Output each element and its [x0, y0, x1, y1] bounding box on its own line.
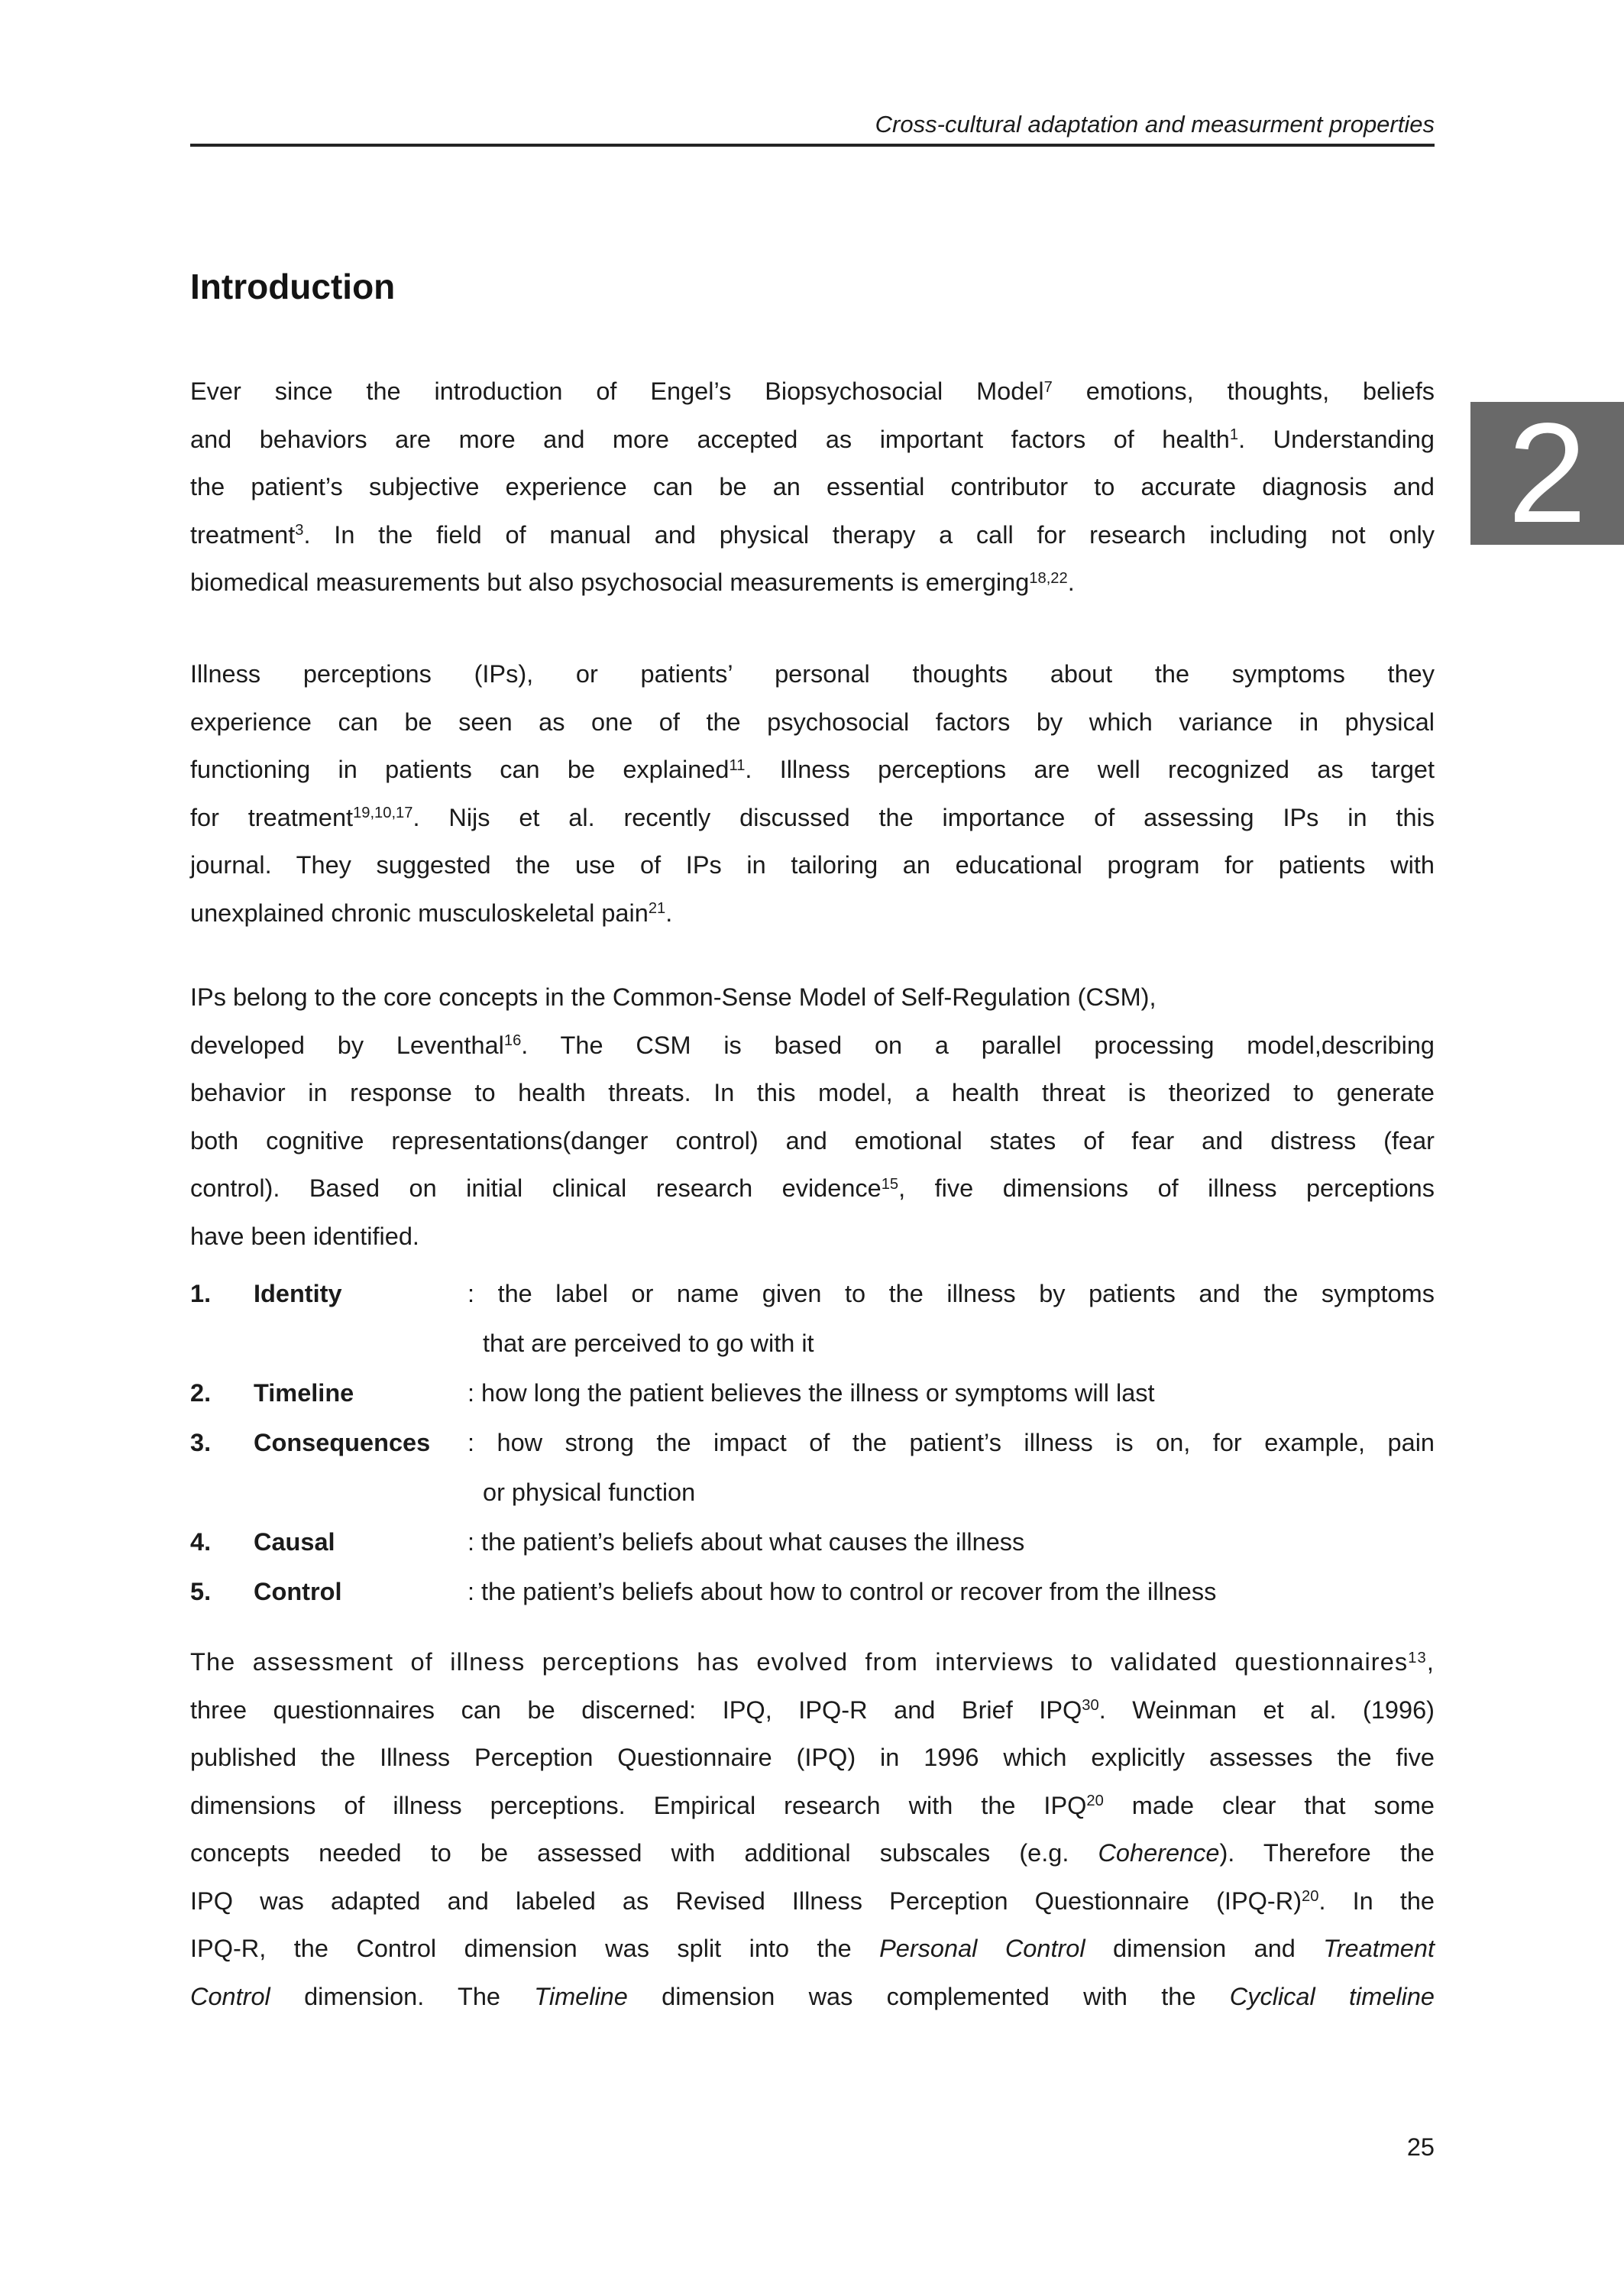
- list-item-number: 2.: [190, 1379, 212, 1407]
- chapter-number: 2: [1507, 394, 1587, 552]
- text-line: behavior in response to health threats. In this model, a health threat is theorized to generate: [190, 1079, 1435, 1106]
- text-line: IPQ was adapted and labeled as Revised Illness Perception Questionnaire $(IPQ-R)^{20}$. In the: [190, 1887, 1435, 1915]
- paragraph: [190, 1638, 1435, 2020]
- list-item: [190, 1517, 1435, 1567]
- list-item-description: [467, 1567, 1435, 1617]
- page-number: 25: [1406, 2133, 1435, 2161]
- definition-list: [190, 1269, 1435, 1617]
- text-line: IPQ-R, the Control dimension was split into the Personal Control dimension and Treatment: [190, 1935, 1435, 1962]
- text-line: dimensions of illness perceptions. Empirical research with the IPQ$^{20}$ made clear that some: [190, 1791, 1435, 1819]
- text-line: : how long the patient believes the illness or symptoms will last: [467, 1379, 1155, 1407]
- text-line: control). Based on initial clinical research evidence$^{15}$, five dimensions of illness perceptions: [190, 1174, 1435, 1202]
- list-item-description: [467, 1368, 1435, 1418]
- text-line: or physical function: [483, 1478, 696, 1506]
- text-line: published the Illness Perception Questionnaire (IPQ) in 1996 which explicitly assesses the five: [190, 1744, 1435, 1771]
- text-line: journal. They suggested the use of IPs in tailoring an educational program for patients with: [190, 851, 1435, 879]
- text-line: IPs belong to the core concepts in the Common-Sense Model of Self-Regulation (CSM),: [190, 983, 1157, 1011]
- text-line: concepts needed to be assessed with additional subscales (e.g. Coherence). Therefore the: [190, 1839, 1435, 1867]
- text-line: Illness perceptions (IPs), or patients’ personal thoughts about the symptoms they: [190, 660, 1435, 688]
- list-item-number: 4.: [190, 1528, 212, 1556]
- list-item-term: Consequences: [254, 1429, 431, 1456]
- list-item: [190, 1368, 1435, 1418]
- text-line: functioning in patients can be explained$^{11}$. Illness perceptions are well recognized as target: [190, 756, 1435, 783]
- list-item-description: [467, 1418, 1435, 1517]
- text-line: unexplained chronic musculoskeletal pain$^{21}$.: [190, 899, 673, 927]
- list-item-number: 1.: [190, 1280, 212, 1307]
- section-title: Introduction: [190, 267, 396, 306]
- list-item-number: 5.: [190, 1578, 212, 1605]
- list-item: [190, 1269, 1435, 1368]
- text-line: : how strong the impact of the patient’s illness is on, for example, pain: [467, 1429, 1435, 1456]
- text-line: the patient’s subjective experience can be an essential contributor to accurate diagnosis and: [190, 473, 1435, 500]
- text-line: and behaviors are more and more accepted as important factors of health$^1$. Understanding: [190, 425, 1435, 453]
- list-item-term: Causal: [254, 1528, 335, 1556]
- text-line: Control dimension. The Timeline dimension was complemented with the Cyclical timeline: [190, 1982, 1435, 2010]
- text-line: treatment$^3$. In the field of manual and physical therapy a call for research including not only: [190, 520, 1435, 549]
- text-line: : the patient’s beliefs about how to control or recover from the illness: [467, 1578, 1217, 1605]
- text-line: biomedical measurements but also psychosocial measurements is emerging$^{18,22}$.: [190, 568, 1075, 596]
- paragraph: [190, 973, 1435, 1260]
- text-line: : the patient’s beliefs about what causes the illness: [467, 1528, 1025, 1556]
- paragraph: [190, 650, 1435, 937]
- chapter-tab: [1470, 394, 1624, 552]
- list-item-number: 3.: [190, 1429, 212, 1456]
- text-line: have been identified.: [190, 1222, 419, 1250]
- list-item: [190, 1567, 1435, 1617]
- text-line: that are perceived to go with it: [483, 1329, 814, 1357]
- text-line: : the label or name given to the illness by patients and the symptoms: [467, 1280, 1435, 1307]
- list-item-term: Timeline: [254, 1379, 354, 1407]
- text-line: Ever since the introduction of Engel’s Biopsychosocial Model$^7$ emotions, thoughts, beliefs: [190, 377, 1435, 405]
- header-rule: [190, 144, 1435, 147]
- text-line: developed by Leventhal$^{16}$. The CSM is based on a parallel processing model,describing: [190, 1031, 1435, 1059]
- text-line: The assessment of illness perceptions has evolved from interviews to validated questionnaires$^{13}$,: [190, 1648, 1435, 1676]
- list-item-description: [467, 1517, 1435, 1567]
- list-item-term: Identity: [254, 1280, 342, 1307]
- text-line: both cognitive representations(danger control) and emotional states of fear and distress (fear: [190, 1126, 1435, 1155]
- list-item: [190, 1418, 1435, 1517]
- text-line: for treatment$^{19,10,17}$. Nijs et al. recently discussed the importance of assessing IPs in this: [190, 803, 1435, 831]
- list-item-term: Control: [254, 1578, 342, 1605]
- running-head: Cross-cultural adaptation and measurment properties: [875, 111, 1435, 138]
- paragraph: [190, 368, 1435, 607]
- text-line: three questionnaires can be discerned: IPQ, IPQ-R and Brief IPQ$^{30}$. Weinman et al. (1996): [190, 1695, 1435, 1724]
- list-item-description: [467, 1269, 1435, 1368]
- text-line: experience can be seen as one of the psychosocial factors by which variance in physical: [190, 708, 1435, 736]
